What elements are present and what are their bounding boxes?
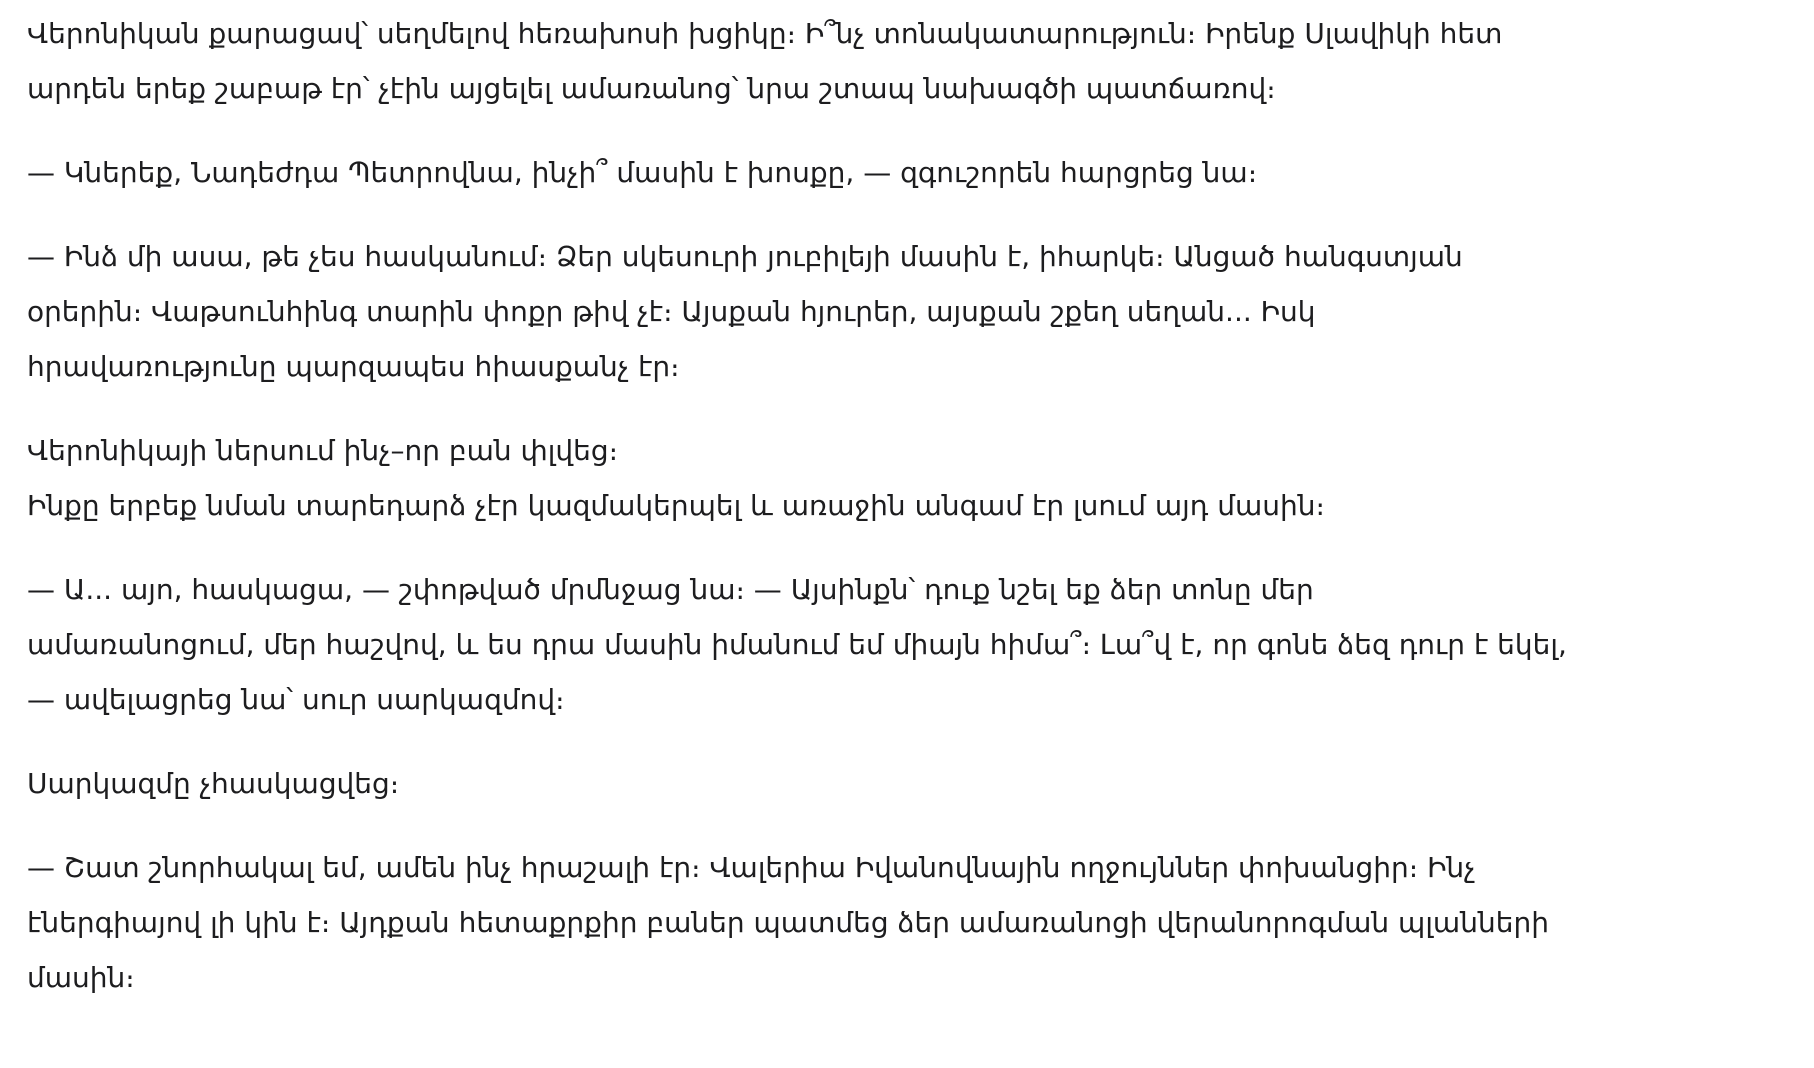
text-line: Ինքը երբեք նման տարեդարձ չէր կազմակերպել և առաջին անգամ էր լսում այդ մասին։: [27, 489, 1325, 522]
paragraph-2: [27, 145, 1787, 200]
text-line: հրավառությունը պարզապես հիասքանչ էր։: [27, 350, 680, 383]
text-line: — Ինձ մի ասա, թե չես հասկանում։ Ձեր սկեսուրի յուբիլեյի մասին է, իհարկե։ Անցած հանգստյան: [27, 240, 1463, 273]
text-line: — Ա... այո, հասկացա, — շփոթված մրմնջաց նա։ — Այսինքն՝ դուք նշել եք ձեր տոնը մեր: [27, 573, 1314, 606]
paragraph-4: [27, 423, 1787, 533]
paragraph-3: [27, 229, 1787, 394]
text-line: մասին։: [27, 961, 135, 994]
text-line: Վերոնիկան քարացավ՝ սեղմելով հեռախոսի խցիկը։ Ի՞նչ տոնակատարություն։ Իրենք Սլավիկի հետ: [27, 17, 1503, 50]
text-line: Սարկազմը չհասկացվեց։: [27, 767, 400, 800]
text-line: — Կներեք, Նադեժդա Պետրովնա, ինչի՞ մասին է խոսքը, — զգուշորեն հարցրեց նա։: [27, 156, 1258, 189]
text-line: — Շատ շնորհակալ եմ, ամեն ինչ հրաշալի էր։ Վալերիա Իվանովնային ողջույններ փոխանցիր։ Ինչ: [27, 851, 1476, 884]
text-line: էներգիայով լի կին է։ Այդքան հետաքրքիր բաներ պատմեց ձեր ամառանոցի վերանորոգման պլանների: [27, 906, 1549, 939]
paragraph-6: [27, 756, 1787, 811]
text-line: օրերին։ Վաթսունհինգ տարին փոքր թիվ չէ։ Այսքան հյուրեր, այսքան շքեղ սեղան... Իսկ: [27, 295, 1316, 328]
text-line: — ավելացրեց նա՝ սուր սարկազմով։: [27, 683, 565, 716]
text-line: արդեն երեք շաբաթ էր՝ չէին այցելել ամառանոց՝ նրա շտապ նախագծի պատճառով։: [27, 72, 1276, 105]
text-line: Վերոնիկայի ներսում ինչ–որ բան փլվեց։: [27, 434, 619, 467]
paragraph-7: [27, 840, 1787, 1005]
text-line: ամառանոցում, մեր հաշվով, և ես դրա մասին իմանում եմ միայն հիմա՞։ Լա՞վ է, որ գոնե ձեզ դուր է եկել,: [27, 628, 1567, 661]
paragraph-1: [27, 6, 1787, 116]
paragraph-5: [27, 562, 1787, 727]
